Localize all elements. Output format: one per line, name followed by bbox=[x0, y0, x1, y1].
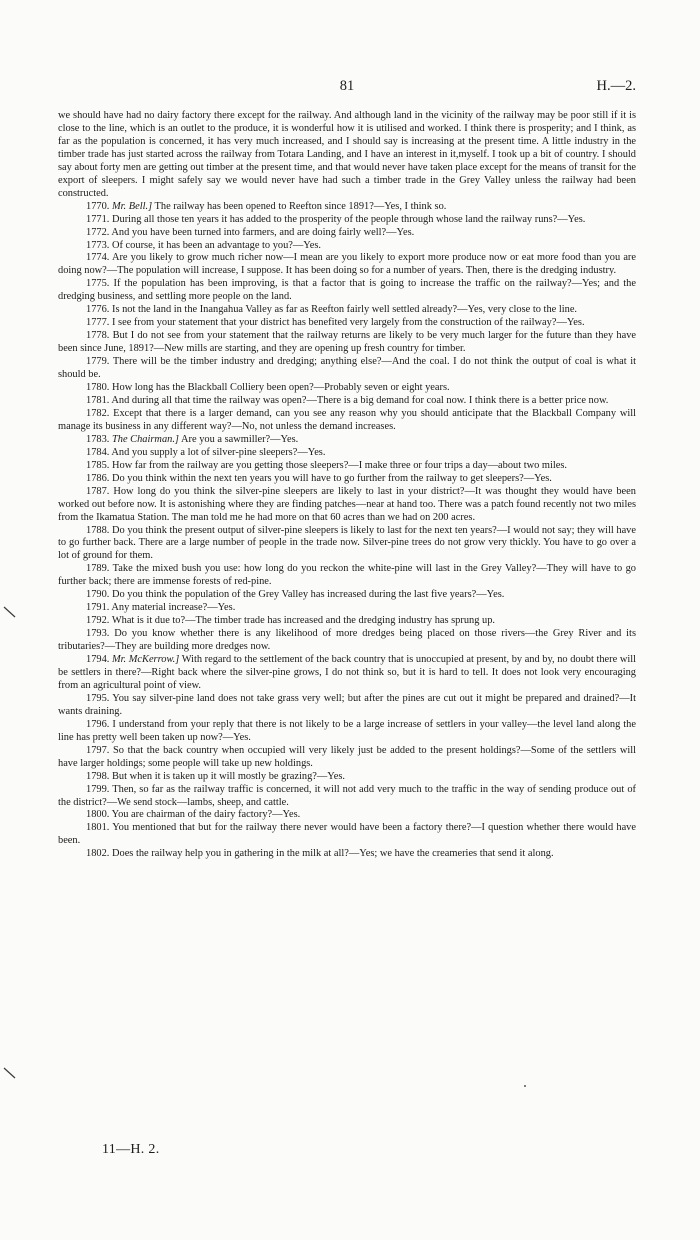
paragraph-text: And you supply a lot of silver-pine sleepers?—Yes. bbox=[111, 446, 326, 458]
paragraph-text: Any material increase?—Yes. bbox=[111, 602, 236, 614]
testimony-paragraph bbox=[58, 602, 636, 615]
question-number: 1791. bbox=[86, 602, 110, 614]
testimony-paragraph bbox=[58, 809, 636, 822]
testimony-paragraph bbox=[58, 460, 636, 473]
margin-dot-mark bbox=[520, 1081, 530, 1091]
testimony-paragraph bbox=[58, 227, 636, 240]
paragraph-text: Then, so far as the railway traffic is concerned, it will not add very much to the traffic in the way of sending produce out of the district?—We send stock—lambs, sheep, and cattle. bbox=[58, 783, 636, 808]
testimony-paragraph bbox=[58, 252, 636, 278]
question-number: 1795. bbox=[86, 692, 110, 704]
question-number: 1800. bbox=[86, 809, 110, 821]
testimony-paragraph bbox=[58, 848, 636, 861]
testimony-paragraph bbox=[58, 771, 636, 784]
paragraph-text: What is it due to?—The timber trade has increased and the dredging industry has sprung up. bbox=[111, 615, 496, 627]
paragraph-text: With regard to the settlement of the back country that is unoccupied at present, by and by, no doubt there will be settlers in there?—Right back where the silver-pine grows, I do not think so, but it is hard to tell. It does not look very encouraging from an agricultural point of view. bbox=[58, 654, 637, 691]
paragraph-text: Do you know whether there is any likelihood of more dredges being placed on those rivers—the Grey River and its tributaries?—They are building more dredges now. bbox=[58, 628, 636, 653]
speaker-name: Mr. McKerrow.] bbox=[112, 654, 180, 666]
margin-tick-mark bbox=[2, 605, 18, 619]
paragraph-text: You are chairman of the dairy factory?—Yes. bbox=[111, 809, 301, 821]
paragraph-text: we should have had no dairy factory there except for the railway. And although land in the vicinity of the railway may be poor still if it is close to the line, which is an outlet to the produce, it is wonderful how it is utilised and worked. I think there is prosperity; and I think, as far as the population is concerned, it has very much increased, and I should say is increasing at the present time. A little industry in the timber trade has just started across the railway from Totara Landing, and I have an interest in it,myself. I took up a bit of country. I should say about forty men are getting out timber at the present time, and that would never have taken place except for the means of transit for the export of sleepers. I might safely say we would never have had such a timber trade in the Grey Valley unless the railway had been constructed. bbox=[58, 110, 636, 199]
paragraph-text: Does the railway help you in gathering in the milk at all?—Yes; we have the creameries that send it along. bbox=[112, 848, 554, 860]
testimony-paragraph bbox=[58, 317, 636, 330]
testimony-paragraph bbox=[58, 330, 636, 356]
paragraph-text: You say silver-pine land does not take grass very well; but after the pines are cut out it might be prepared and drained?—It wants draining. bbox=[58, 692, 636, 717]
margin-tick-mark bbox=[2, 1066, 18, 1080]
paragraph-text: I understand from your reply that there is not likely to be a large increase of settlers in your valley—the level land along the line has pretty well been taken up now?—Yes. bbox=[58, 718, 636, 743]
paragraph-text: Are you a sawmiller?—Yes. bbox=[181, 433, 299, 445]
testimony-paragraph bbox=[58, 434, 636, 447]
question-number: 1798. bbox=[86, 770, 110, 782]
paragraph-text: Do you think the present output of silver-pine sleepers is likely to last for the next ten years?—I would not say; they will have to go further back. There are a large number of people in the trade now. Silver-pine trees do not grow very thickly. You have to go over a lot of ground for them. bbox=[58, 524, 636, 562]
paragraph-text: Of course, it has been an advantage to you?—Yes. bbox=[112, 239, 322, 251]
question-number: 1782. bbox=[86, 407, 110, 419]
paragraph-text: How long do you think the silver-pine sleepers are likely to last in your district?—It was thought they would have been worked out before now. It is astonishing where they are finding patches—near at hand too. There was a patch found recently not two miles from the Ikamatua Station. The man told me he had more on that 60 acres than we had on 200 acres. bbox=[58, 485, 636, 523]
testimony-paragraph bbox=[58, 408, 636, 434]
question-number: 1774. bbox=[86, 252, 110, 264]
question-number: 1794. bbox=[86, 654, 110, 666]
testimony-paragraph bbox=[58, 784, 636, 810]
testimony-paragraph bbox=[58, 693, 636, 719]
testimony-paragraph bbox=[58, 719, 636, 745]
question-number: 1778. bbox=[86, 330, 110, 342]
question-number: 1781. bbox=[86, 394, 110, 406]
speaker-name: The Chairman.] bbox=[112, 433, 179, 445]
question-number: 1783. bbox=[86, 433, 110, 445]
testimony-paragraph bbox=[58, 382, 636, 395]
question-number: 1786. bbox=[86, 472, 110, 484]
question-number: 1793. bbox=[86, 628, 110, 640]
signature-line: 11—H. 2. bbox=[102, 1142, 160, 1157]
testimony-paragraph bbox=[58, 304, 636, 317]
paragraph-text: Are you likely to grow much richer now—I mean are you likely to export more produce now or eat more food than you are doing now?—The population will increase, I suppose. It has been doing so for a number of years. Then, there is the dredging industry. bbox=[58, 252, 636, 277]
paragraph-text: And you have been turned into farmers, and are doing fairly well?—Yes. bbox=[111, 226, 415, 238]
page-header bbox=[58, 78, 636, 98]
testimony-paragraph bbox=[58, 486, 636, 525]
paragraph-text: If the population has been improving, is that a factor that is going to increase the traffic on the railway?—Yes; and the dredging business, and settling more people on the land. bbox=[58, 278, 636, 303]
question-number: 1770. bbox=[86, 200, 110, 212]
question-number: 1772. bbox=[86, 226, 110, 238]
body-text bbox=[58, 110, 636, 861]
paragraph-text: And during all that time the railway was open?—There is a big demand for coal now. I think there is a better price now. bbox=[111, 394, 609, 406]
paragraph-text: You mentioned that but for the railway there never would have been a factory there?—I question whether there would have been. bbox=[58, 822, 636, 847]
paragraph-text: How far from the railway are you getting those sleepers?—I make three or four trips a day—about two miles. bbox=[112, 459, 568, 471]
question-number: 1787. bbox=[86, 485, 110, 497]
testimony-paragraph bbox=[58, 240, 636, 253]
question-number: 1779. bbox=[86, 356, 110, 368]
question-number: 1789. bbox=[86, 563, 110, 575]
testimony-paragraph bbox=[58, 356, 636, 382]
question-number: 1797. bbox=[86, 744, 110, 756]
question-number: 1780. bbox=[86, 382, 110, 394]
testimony-paragraph bbox=[58, 525, 636, 564]
paragraph-text: I see from your statement that your district has benefited very largely from the construction of the railway?—Yes. bbox=[112, 317, 585, 329]
speaker-name: Mr. Bell.] bbox=[112, 200, 153, 212]
testimony-paragraph bbox=[58, 615, 636, 628]
question-number: 1802. bbox=[86, 848, 110, 860]
paragraph-text: How long has the Blackball Colliery been open?—Probably seven or eight years. bbox=[112, 382, 450, 394]
testimony-paragraph bbox=[58, 628, 636, 654]
paragraph-text: The railway has been opened to Reefton since 1891?—Yes, I think so. bbox=[154, 200, 447, 212]
testimony-paragraph bbox=[58, 278, 636, 304]
testimony-paragraph bbox=[58, 745, 636, 771]
question-number: 1776. bbox=[86, 304, 110, 316]
question-number: 1777. bbox=[86, 317, 110, 329]
question-number: 1773. bbox=[86, 239, 110, 251]
question-number: 1799. bbox=[86, 783, 110, 795]
document-code: H.—2. bbox=[596, 78, 636, 94]
question-number: 1775. bbox=[86, 278, 110, 290]
question-number: 1784. bbox=[86, 446, 110, 458]
continuation-paragraph bbox=[58, 110, 636, 201]
paragraph-text: During all those ten years it has added to the prosperity of the people through whose land the railway runs?—Yes. bbox=[112, 213, 586, 225]
paragraph-text: But when it is taken up it will mostly be grazing?—Yes. bbox=[112, 770, 346, 782]
paragraph-text: Is not the land in the Inangahua Valley as far as Reefton fairly well settled already?—Yes, very close to the line. bbox=[112, 304, 578, 316]
question-number: 1792. bbox=[86, 615, 110, 627]
question-number: 1771. bbox=[86, 213, 110, 225]
question-number: 1788. bbox=[86, 524, 110, 536]
testimony-paragraph bbox=[58, 589, 636, 602]
testimony-paragraph bbox=[58, 654, 636, 693]
paragraph-text: Do you think the population of the Grey Valley has increased during the last five years?—Yes. bbox=[112, 589, 505, 601]
paragraph-text: Do you think within the next ten years you will have to go further from the railway to get sleepers?—Yes. bbox=[112, 472, 552, 484]
paragraph-text: Take the mixed bush you use: how long do you reckon the white-pine will last in the Grey Valley?—They will have to go further back; there are immense forests of red-pine. bbox=[58, 563, 636, 588]
testimony-paragraph bbox=[58, 447, 636, 460]
testimony-paragraph bbox=[58, 563, 636, 589]
question-number: 1796. bbox=[86, 718, 110, 730]
paragraph-text: There will be the timber industry and dredging; anything else?—And the coal. I do not think the output of coal is what it should be. bbox=[58, 356, 636, 381]
question-number: 1790. bbox=[86, 589, 110, 601]
testimony-paragraph bbox=[58, 214, 636, 227]
paragraph-text: So that the back country when occupied will very likely just be added to the present holdings?—Some of the settlers will have larger holdings; some people will take up new holdings. bbox=[58, 744, 636, 769]
paragraph-text: But I do not see from your statement that the railway returns are likely to be very much larger for the future than they have been since June, 1891?—New mills are starting, and they are opening up fresh country for timber. bbox=[58, 330, 636, 355]
page-number: 81 bbox=[339, 78, 355, 94]
question-number: 1801. bbox=[86, 822, 110, 834]
question-number: 1785. bbox=[86, 459, 110, 471]
testimony-paragraph bbox=[58, 395, 636, 408]
paragraph-text: Except that there is a larger demand, can you see any reason why you should anticipate that the Blackball Company will manage its business in any different way?—No, not unless the demand increases. bbox=[58, 407, 636, 432]
testimony-paragraph bbox=[58, 201, 636, 214]
testimony-paragraph bbox=[58, 822, 636, 848]
testimony-paragraph bbox=[58, 473, 636, 486]
